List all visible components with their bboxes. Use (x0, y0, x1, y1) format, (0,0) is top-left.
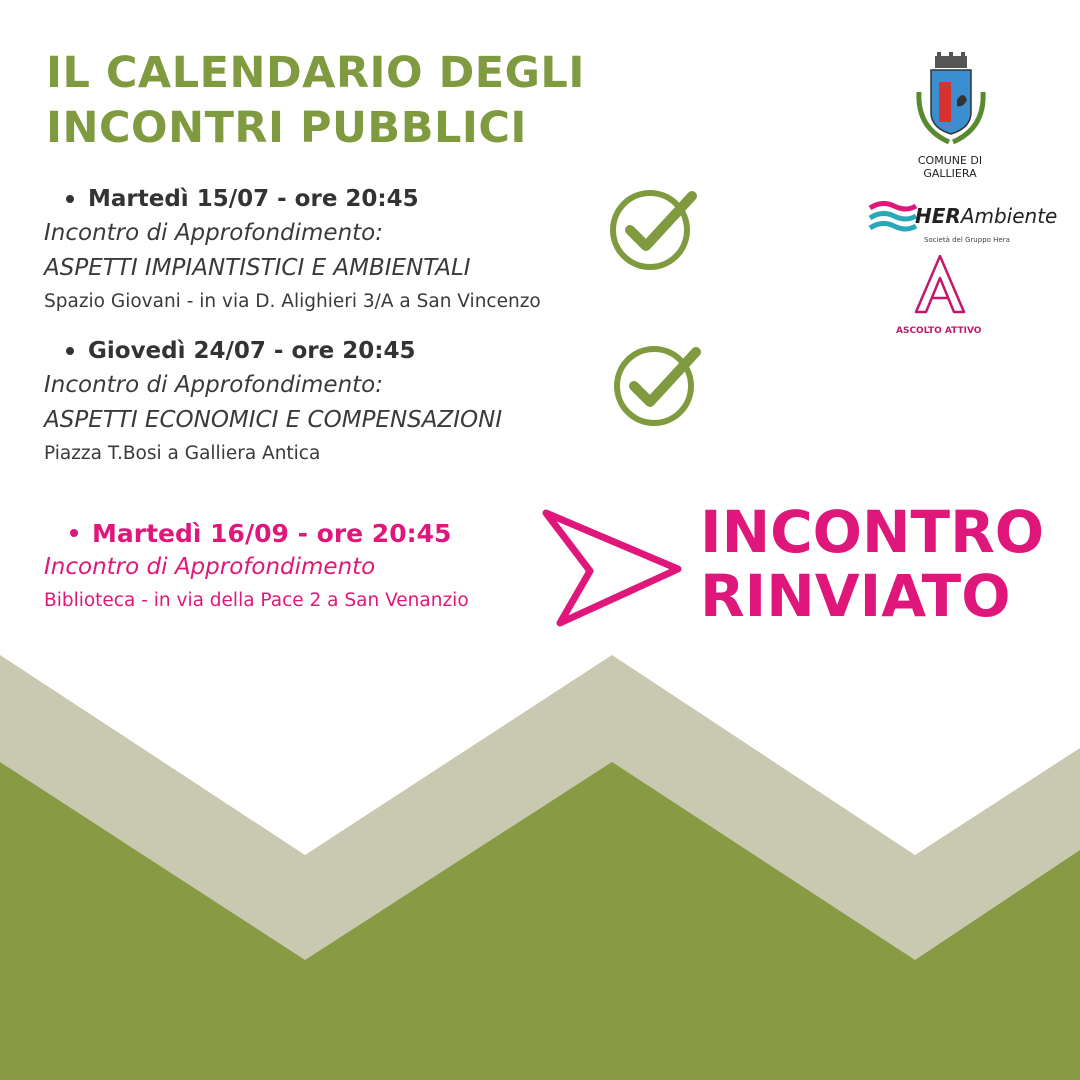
hera-ambiente-logo (915, 204, 1057, 228)
comune-label-line-2: GALLIERA (923, 167, 977, 180)
title-line-1: IL CALENDARIO DEGLI (46, 48, 585, 98)
event-place: Biblioteca - in via della Pace 2 a San Venanzio (44, 590, 469, 611)
event-place: Piazza T.Bosi a Galliera Antica (44, 443, 321, 464)
event-topic: ASPETTI ECONOMICI E COMPENSAZIONI (44, 407, 503, 433)
event-date-text: Martedì 15/07 - ore 20:45 (88, 186, 419, 212)
event-topic: ASPETTI IMPIANTISTICI E AMBIENTALI (44, 255, 471, 281)
arrow-right-icon (538, 505, 688, 631)
title-line-2: INCONTRI PUBBLICI (46, 103, 527, 153)
postponed-line-1: INCONTRO (700, 498, 1045, 566)
check-circle-icon (612, 340, 704, 432)
ascolto-attivo-a-icon (912, 252, 968, 316)
event-item (44, 182, 541, 318)
hera-brand-rest: Ambiente (960, 204, 1058, 228)
event-type: Incontro di Approfondimento: (44, 220, 383, 246)
check-circle-icon (608, 184, 700, 276)
event-date (44, 182, 541, 216)
hera-subtitle: Società del Gruppo Hera (924, 236, 1010, 244)
bullet-icon (66, 195, 74, 203)
comune-label-line-1: COMUNE DI (917, 154, 983, 167)
comune-coat-of-arms-logo (915, 52, 987, 150)
event-type: Incontro di Approfondimento: (44, 372, 383, 398)
postponed-notice (700, 500, 1044, 628)
ascolto-attivo-label: ASCOLTO ATTIVO (896, 326, 982, 336)
bullet-icon (70, 529, 78, 537)
event-date (44, 334, 502, 368)
event-type: Incontro di Approfondimento (44, 554, 376, 580)
postponed-line-2: RINVIATO (700, 562, 1011, 630)
bullet-icon (66, 347, 74, 355)
page-title (46, 46, 585, 156)
hera-brand-bold: HER (915, 204, 961, 228)
comune-label (900, 154, 1000, 180)
event-date-text: Giovedì 24/07 - ore 20:45 (88, 338, 416, 364)
event-item (44, 334, 502, 470)
event-place: Spazio Giovani - in via D. Alighieri 3/A a San Vincenzo (44, 291, 541, 312)
event-item-postponed (44, 516, 469, 617)
event-date (44, 516, 469, 550)
hera-waves-icon (868, 200, 918, 238)
event-date-text: Martedì 16/09 - ore 20:45 (92, 518, 452, 548)
